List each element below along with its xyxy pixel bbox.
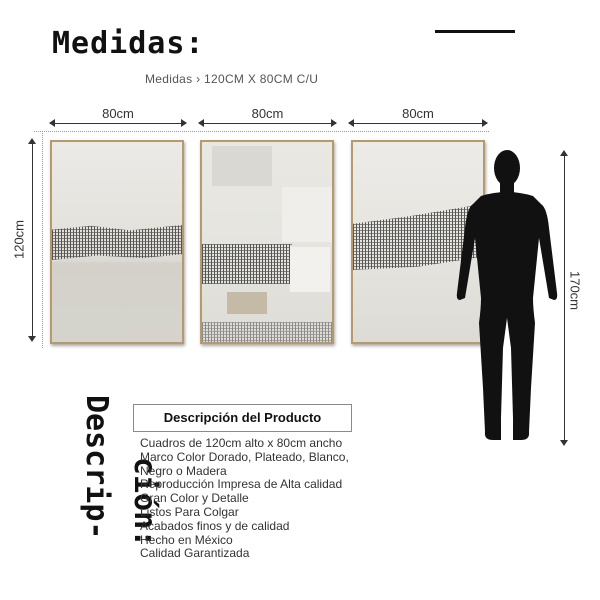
- description-title-line2: ción:: [127, 457, 162, 548]
- width-line: [50, 123, 186, 124]
- height-line: [32, 140, 33, 340]
- list-item: Hecho en México: [140, 532, 233, 547]
- description-heading: Descripción del Producto: [133, 404, 352, 432]
- guide-line-left: [42, 133, 43, 348]
- width-dimension-3: [349, 106, 487, 130]
- arrow-up-icon: [28, 138, 36, 144]
- arrow-right-icon: [331, 119, 337, 127]
- arrow-left-icon: [348, 119, 354, 127]
- painting-panel-1: [50, 140, 184, 344]
- list-item: Listos Para Colgar: [140, 504, 239, 519]
- list-item: Acabados finos y de calidad: [140, 518, 290, 533]
- list-item: Reproducción Impresa de Alta calidad: [140, 477, 343, 492]
- list-item: Gran Color y Detalle: [140, 491, 249, 506]
- guide-line-top: [34, 131, 489, 132]
- width-line: [349, 123, 487, 124]
- human-silhouette-icon: [455, 148, 559, 446]
- list-item: Negro o Madera: [140, 463, 227, 478]
- list-item: Calidad Garantizada: [140, 546, 250, 561]
- description-title-line1: Descrip-: [79, 395, 114, 540]
- height-label-person: 170cm: [567, 270, 583, 311]
- height-line: [564, 152, 565, 444]
- list-item: Cuadros de 120cm alto x 80cm ancho: [140, 436, 343, 450]
- arrow-right-icon: [482, 119, 488, 127]
- arrow-left-icon: [198, 119, 204, 127]
- width-label-3: 80cm: [402, 106, 434, 121]
- page-title: Medidas:: [52, 26, 205, 61]
- width-dimension-1: [50, 106, 186, 130]
- width-label-2: 80cm: [251, 106, 284, 121]
- height-label-panel: 120cm: [11, 219, 27, 260]
- width-label-1: 80cm: [102, 106, 134, 121]
- arrow-left-icon: [49, 119, 55, 127]
- arrow-right-icon: [181, 119, 187, 127]
- title-divider: [435, 30, 515, 33]
- arrow-down-icon: [560, 440, 568, 446]
- width-dimension-2: [199, 106, 336, 130]
- breadcrumb: Medidas › 120CM X 80CM C/U: [145, 72, 319, 86]
- painting-panel-2: [200, 140, 334, 344]
- description-list: [140, 437, 349, 561]
- description-vertical-title: [40, 395, 162, 575]
- arrow-down-icon: [28, 336, 36, 342]
- arrow-up-icon: [560, 150, 568, 156]
- list-item: Marco Color Dorado, Plateado, Blanco,: [140, 449, 349, 464]
- height-dimension-panel: [28, 140, 38, 340]
- width-line: [199, 123, 336, 124]
